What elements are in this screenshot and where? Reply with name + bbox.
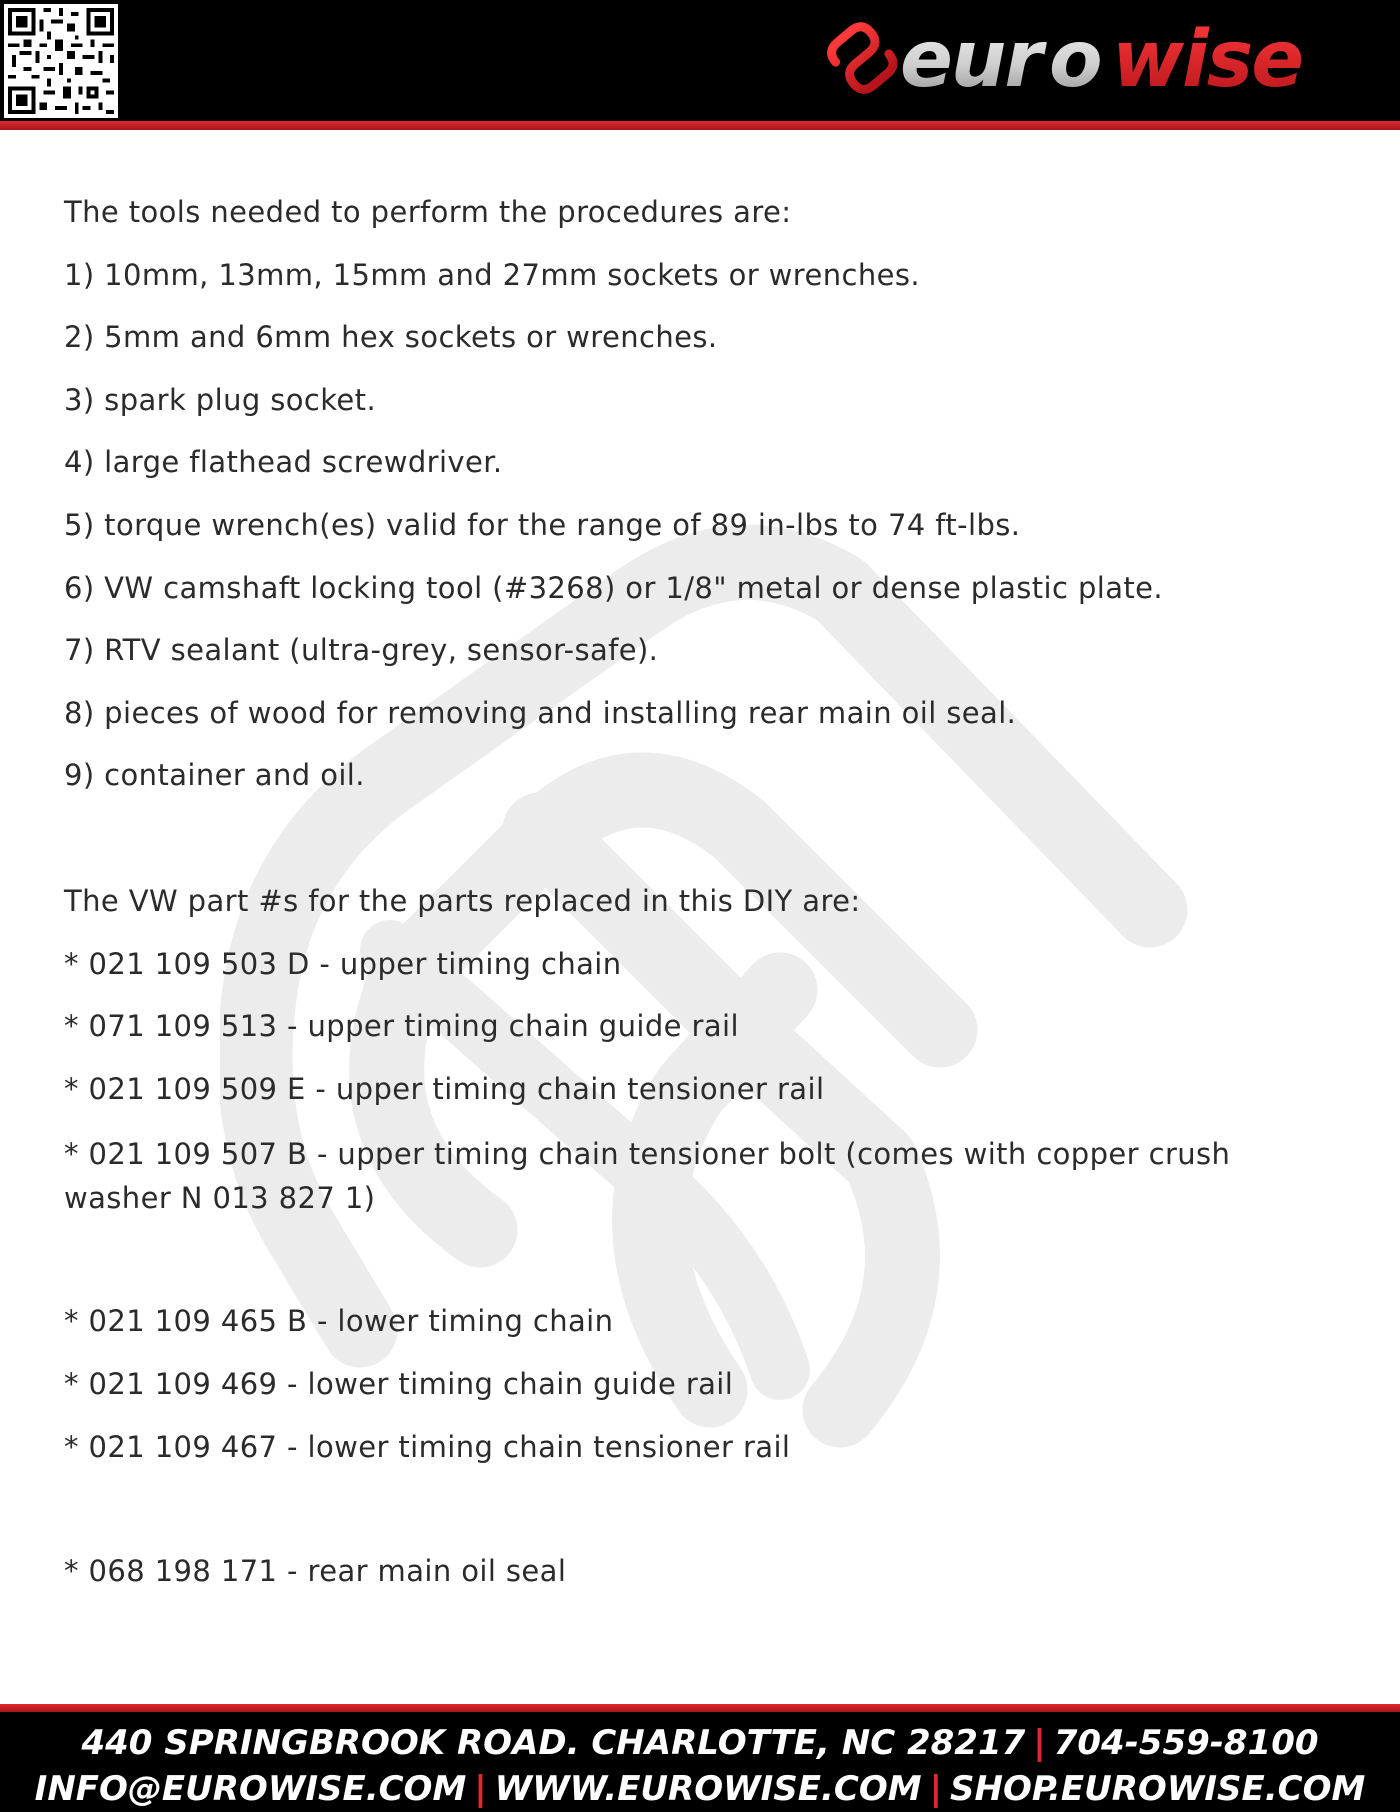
part-item: * 021 109 467 - lower timing chain tensioner rail [64,1429,791,1464]
footer-divider [0,1704,1400,1712]
footer-line-1 [0,1712,1400,1766]
svg-text:wise: wise [1112,15,1303,105]
part-item: * 021 109 503 D - upper timing chain [64,946,622,981]
tools-heading: The tools needed to perform the procedures are: [64,195,792,229]
footer-separator: | [929,1769,942,1809]
footer-email[interactable]: INFO@EUROWISE.COM [34,1769,467,1809]
footer-address: 440 SPRINGBROOK ROAD. CHARLOTTE, NC 28217 [81,1723,1026,1763]
footer-phone[interactable]: 704-559-8100 [1053,1723,1319,1763]
footer-separator: | [1033,1723,1046,1763]
tool-item: 4) large flathead screwdriver. [64,445,503,480]
part-item: * 021 109 469 - lower timing chain guide rail [64,1366,734,1401]
tool-item: 9) container and oil. [64,758,365,793]
footer-shop[interactable]: SHOP.EUROWISE.COM [950,1769,1366,1809]
footer-line-2 [0,1766,1400,1812]
tool-item: 5) torque wrench(es) valid for the range of 89 in-lbs to 74 ft-lbs. [64,507,1021,542]
tool-item: 3) spark plug socket. [64,382,377,417]
part-item: * 071 109 513 - upper timing chain guide rail [64,1009,739,1044]
svg-text:o: o [1049,15,1101,105]
tool-item: 1) 10mm, 13mm, 15mm and 27mm sockets or wrenches. [64,257,920,292]
footer-separator: | [474,1769,487,1809]
part-item: * 021 109 465 B - lower timing chain [64,1304,614,1339]
page-header [0,0,1400,121]
part-item: * 021 109 509 E - upper timing chain tensioner rail [64,1071,825,1106]
tool-item: 7) RTV sealant (ultra-grey, sensor-safe). [64,633,659,668]
parts-heading: The VW part #s for the parts replaced in this DIY are: [64,883,861,918]
part-item: * 068 198 171 - rear main oil seal [64,1554,567,1589]
tool-item: 2) 5mm and 6mm hex sockets or wrenches. [64,320,718,355]
svg-text:eur: eur [900,15,1041,105]
page-footer [0,1712,1400,1812]
header-divider [0,121,1400,130]
part-item: * 021 109 507 B - upper timing chain tensioner bolt (comes with copper crush washer N 013 827 1) [64,1137,1231,1216]
tool-item: 6) VW camshaft locking tool (#3268) or 1/8" metal or dense plastic plate. [64,570,1164,605]
tool-item: 8) pieces of wood for removing and installing rear main oil seal. [64,695,1017,730]
document-body [64,193,1344,1615]
qr-code [4,4,118,118]
eurowise-logo [822,12,1382,112]
footer-website[interactable]: WWW.EUROWISE.COM [494,1769,922,1809]
